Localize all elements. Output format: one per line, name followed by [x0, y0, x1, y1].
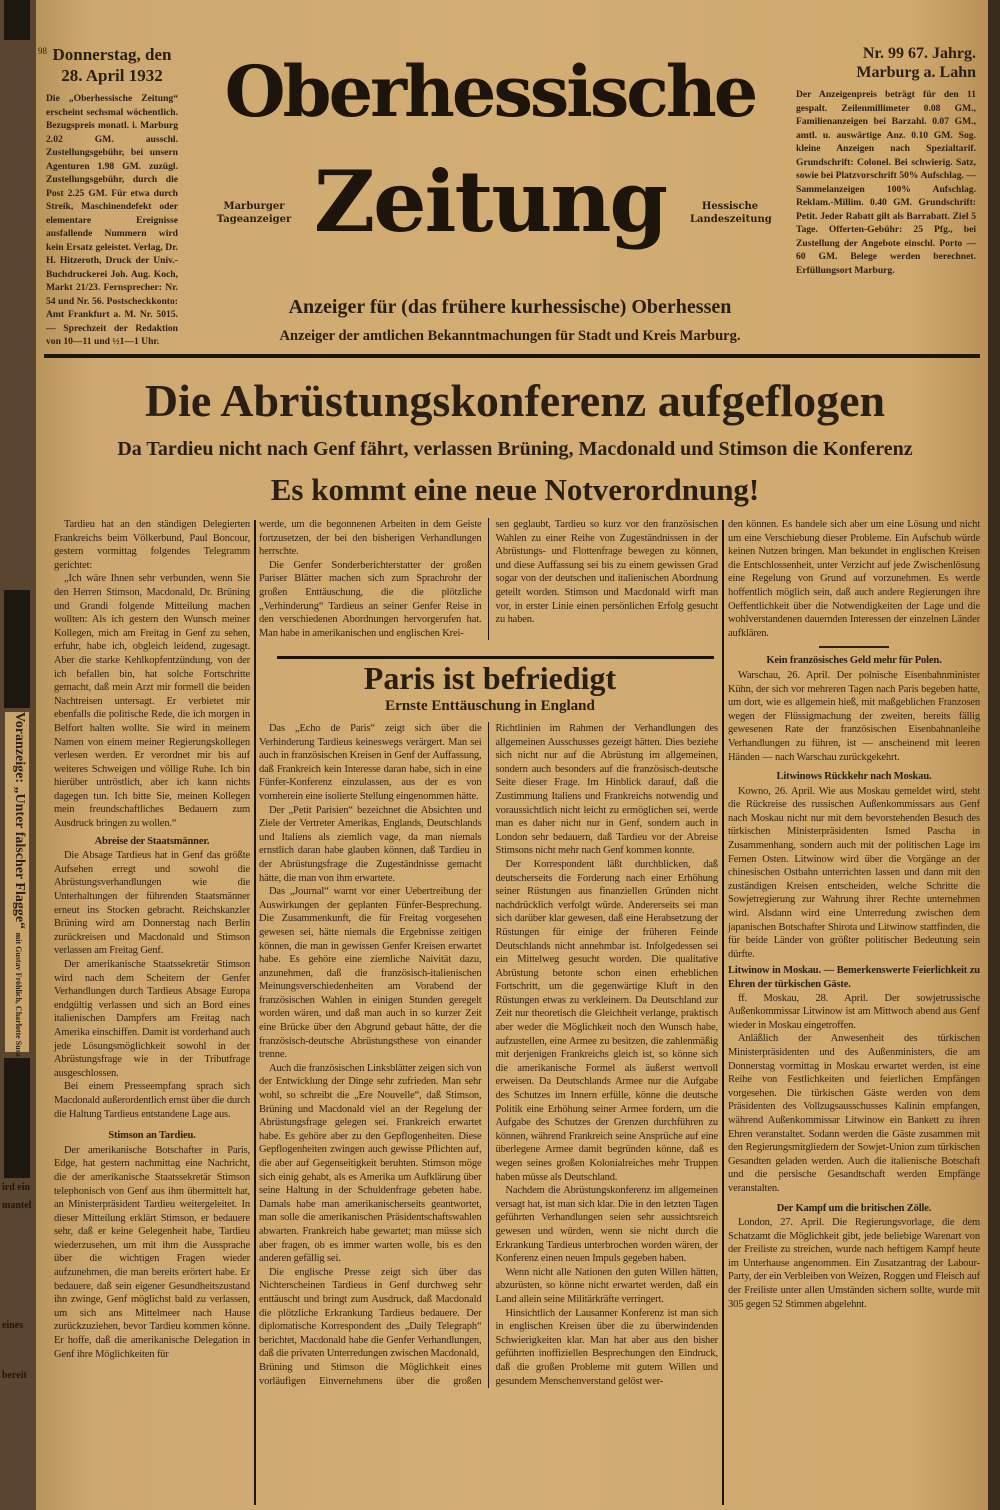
column-rule — [254, 520, 256, 1505]
sub-headline: Da Tardieu nicht nach Genf fährt, verlassen Brüning, Macdonald und Stimson die Konferenz — [117, 438, 913, 460]
page-number: 98 — [38, 46, 47, 56]
paragraph: Der amerikanische Staatssekretär Stimson wird nach dem Scheitern der Genfer Verhandlungen durch Tardieus Absage Europa endgültig verlassen und sich an Bord eines italienischen Dampfers am Freitag nach Amerika einschiffen. Damit ist vorderhand auch jede Lösungsmöglichkeit sowohl in der Abrüstungsfrage wie in der Tributfrage ausgeschlossen. — [54, 959, 250, 1079]
article-rule — [277, 656, 714, 659]
column-4 — [728, 518, 980, 1311]
paragraph: Nachdem die Abrüstungskonferenz im allgemeinen versagt hat, ist man sich klar. Die in den letzten Tagen geführten Verhandlungen seien sehr aussichtsreich gewesen und würden, wenn sie nicht durch die Erkrankung Tardieus unterbrochen worden wären, der Konferenz einen neuen Impuls gegeben haben. — [495, 1185, 718, 1265]
paragraph: Die Genfer Sonderberichterstatter der großen Pariser Blätter machen sich zum Sprachrohr der großen Enttäuschung, die die plötzliche „Verhinderung“ Tardieus an seiner Genfer Reise in den verschiedenen Abordnungen hervorgerufen hat. Man habe in amerikanischen und englischen Krei- — [259, 559, 482, 639]
right-info-box — [796, 44, 976, 277]
masthead-subtitle-2: Anzeiger der amtlichen Bekanntmachungen für Stadt und Kreis Marburg. — [279, 328, 741, 344]
paragraph: „Ich wäre Ihnen sehr verbunden, wenn Sie den Herren Stimson, Macdonald, Dr. Brüning und Grandi folgende Mitteilung machen wollten: Als ich gestern den Wunsch meiner Kollegen, mich am Freitag in Genf zu sehen, erfuhr, habe ich, obgleich leidend, zugesagt. Aber die starke Kehlkopfentzündung, von der ich befallen bin, hat solche Fortschritte gemacht, daß mein Arzt mir formell die beiden Nachtreisen untersagt. Er verbietet mir ebenfalls die politische Rede, die ich morgen in Belfort halten wollte. Sie wird in meinem Namen von einem meiner Regierungskollegen verlesen werden. Er verordnet mir bis auf weiteres Schweigen und völlige Ruhe. Ich bin hierüber untröstlich, aber ich kann nichts dagegen tun. Ich bitte Sie, meinen Kollegen mein freundschaftliches Bedauern zum Ausdruck bringen zu wollen.“ — [54, 573, 250, 830]
main-headline: Die Abrüstungskonferenz aufgeflogen — [144, 375, 886, 426]
paragraph: London, 27. April. Die Regierungsvorlage, die dem Schatzamt die Möglichkeit gibt, jede beliebige Warenart von der Freiliste zu streichen, wurde nach heftigem Kampf heute im Unterhause angenommen. Ein Zusatzantrag der Labour-Party, der ein Verbleiben von Weizen, Roggen und Fleisch auf der Freiliste unter allen Umständen sichern sollte, wurde mit 305 gegen 52 Stimmen abgelehnt. — [728, 1217, 980, 1310]
column-1 — [54, 518, 250, 1361]
subscription-info: Die „Oberhessische Zeitung“ erscheint sechsmal wöchentlich. Bezugspreis monatl. i. Marburg 2.02 GM. ausschl. Zustellungsgebühr, bei unsern Agenturen 1.98 GM. zuzügl. Zustellungsgebühr, durch die Post 2.25 GM. Für etwa durch Streik, Maschinendefekt oder elementare Ereignisse ausfallende Nummern wird kein Ersatz geleistet. Verlag, Dr. H. Hitzeroth, Druck der Univ.-Buchdruckerei Joh. Aug. Koch, Markt 21/23. Fernsprecher: Nr. 54 und Nr. 56. Postscheckkonto: Amt Frankfurt a. M. Nr. 5015. — Sprechzeit der Redaktion von 10—11 und ½1—1 Uhr. — [46, 93, 178, 347]
paragraph: Warschau, 26. April. Der polnische Eisenbahnminister Kühn, der sich vor mehreren Tagen nach Paris begeben hatte, um dort, wie es allgemein hieß, mit maßgeblichen Franzosen wegen der Flüssigmachung der zweiten, bereits fällig gewesenen Rate der französischen Eisenbahnanleihe Verhandlungen zu führen, ist — anscheinend mit leeren Händen — nach Warschau zurückgekehrt. — [728, 669, 980, 763]
paragraph: Das „Echo de Paris“ zeigt sich über die Verhinderung Tardieus keineswegs verärgert. Man sei auch in französischen Kreisen in Genf der Auffassung, daß Frankreich kein Interesse daran habe, sich in eine Fünfer-Konferenz einzulassen, aus der es von vornherein eine isolierte Stellung eingenommen hätte. — [259, 723, 482, 802]
columns-2-3-top — [259, 518, 718, 640]
edge-fragment: ird ein — [2, 1182, 31, 1193]
edge-fragment: eines — [2, 1320, 24, 1331]
right-tagline: Hessische Landeszeitung — [690, 201, 772, 225]
paragraph: den können. Es handele sich aber um eine Lösung und nicht um eine Verschiebung dieser Probleme. Ein Aufschub würde keinen Nutzen bringen. Man bekundet in englischen Kreisen die Entschlossenheit, unter Verzicht auf jede Zwischenlösung eine Regelung von Grund auf vorzunehmen. Es werde hoffentlich möglich sein, daß auch andere Regierungen ihre Oeffentlichkeit über die Notwendigkeiten der Lage und die wohlverstandenen dauernden Interessen der einzelnen Länder aufklären. — [728, 519, 980, 639]
paragraph: Die Absage Tardieus hat in Genf das größte Aufsehen erregt und sowohl die Abrüstungsverhandlungen wie die Unterhaltungen der führenden Staatsmänner erneut ins Stocken gebracht. Reichskanzler Brüning wird am Donnerstag nach Berlin zurückreisen und Macdonald und Stimson verlassen am Freitag Genf. — [54, 850, 250, 957]
left-info-box — [46, 44, 178, 349]
article-subheadline: Ernste Enttäuschung in England — [385, 698, 595, 714]
paragraph: Das „Journal“ warnt vor einer Uebertreibung der Auswirkungen der geplanten Fünfer-Besprechung. Die Zusammenkunft, die für Freitag vorgesehen gewesen sei, hätte niemals die Ergebnisse zeitigen können, die man in gewissen Genfer Kreisen erwartet habe. Es gehöre eine ziemliche Naivität dazu, anzunehmen, daß die französisch-italienischen Meinungsverschiedenheiten am Vorabend der französischen Wahlen in einigen Stunden geregelt worden wären, und daß man auch in so kurzer Zeit eine Brücke über den Abgrund gebaut hätte, der die französisch-deutsche Abrüstungsthese von einander trenne. — [259, 886, 482, 1061]
paragraph: Der Korrespondent läßt durchblicken, daß deutscherseits die Forderung nach einer Erhöhung seiner Rüstungen aus finanziellen Gründen nicht nachdrücklich verfolgt würde. Andererseits sei man sich darüber klar gewesen, daß eine Herabsetzung der Rüstungen für einige der früheren Feinde Deutschlands nicht annehmbar ist. Infolgedessen sei ein Mittelweg gesucht worden. Die qualitative Abrüstung betonte schon einen erheblichen Fortschritt, um die gegenwärtige Kluft in den Rüstungen etwas zu verkleinern. Da Deutschland zur Zeit nur theoretisch die Gleichheit verlange, praktisch aber weder die Möglichkeit noch den Wunsch habe, aufzustellen, eine Armee zu besitzen, die zahlenmäßig mit derjenigen Frankreichs gleich ist, so könne sich die amerikanische Formel als äußerst wertvoll erweisen. Da Deutschlands Armee nur die Aufgabe des Schutzes im Innern erfülle, könne die deutsche Politik eine Erhöhung seiner Armee fordern, um die Aufgabe des Schutzes der Grenzen durchführen zu können, während Frankreich seine Ansprüche auf eine überlegene Armee damit begründen könne, daß es wegen seines großen Kolonialreiches mehr Truppen haben müsse als Deutschland. — [495, 858, 718, 1183]
paragraph: Brüning und Stimson die Möglichkeit eines vorläufigen Einvernehmens über die großen Richtlinien im Rahmen der Verhandlungen des allgemeinen Ausschusses gezeigt hätten. Dies beziehe sich nicht nur auf die Abrüstung im allgemeinen, sondern auch besonders auf die französisch-deutsche Seite dieser Frage. Im Hinblick darauf, daß die Zustimmung Italiens und Frankreichs notwendig und voraussichtlich nicht leicht zu ermöglichen sei, werde man es daher nicht nur in Genf, sondern auch in London sehr bedauern, daß Tardieu vor der Abreise Stimsons nicht mehr nach Genf kommen konnte. — [259, 723, 718, 1387]
paragraph: Bei einem Presseempfang sprach sich Macdonald außerordentlich ernst über die durch die Haltung Tardieus entstandene Lage aus. — [54, 1081, 250, 1120]
paragraph: Anläßlich der Anwesenheit des türkischen Ministerpräsidenten und des Außenministers, die am Donnerstag vormittag in Moskau erwartet werden, ist eine Reihe von Festlichkeiten und feierlichen Empfängen vorgesehen. Die türkischen Gäste werden von dem Präsidenten des Vollzugsausschusses Kalinin empfangen, während Außenkommissar Litwinow ein Bankett zu ihren Ehren veranstaltet. Sodann werden die Gäste zusammen mit den Regierungsmitgliedern der Sowjet-Union zum türkischen Gesandten geladen werden. Auch die italienische Botschaft und die persische Gesandtschaft werden Empfänge veranstalten. — [728, 1033, 980, 1194]
issue-date: Donnerstag, den 28. April 1932 — [52, 45, 172, 85]
column-rule — [722, 520, 724, 1505]
paragraph: Der amerikanische Botschafter in Paris, Edge, hat gestern nachmittag eine Nachricht, die der amerikanische Staatssekretär Stimson telephonisch von Genf aus ihm übermittelt hat, an Ministerpräsident Tardieu weitergeleitet. In dieser Mitteilung erklärt Stimson, er bedauere sehr, daß er keine Gelegenheit habe, Tardieu wiederzusehen, um mit ihm die Aussprache über die wichtigen Fragen wieder aufzunehmen, die man bereits erörtert habe. Er bedauere, daß sein eigener Gesundheitszustand ihn zwinge, Genf möglichst bald zu verlassen, um sich ans Mittelmeer nach Hause zurückzuziehen, bevor Tardieu kommen könne. Er hoffe, daß die amerikanische Delegation in Genf ihre Möglichkeiten für — [54, 1144, 250, 1360]
masthead-rule — [44, 354, 980, 358]
subheading: Kein französisches Geld mehr für Polen. — [766, 655, 942, 667]
paragraph: Tardieu hat an den ständigen Delegierten Frankreichs beim Völkerbund, Paul Boncour, gestern vormittag folgendes Telegramm gerichtet: — [54, 519, 250, 571]
subheading: Litwinow in Moskau. — Bemerkenswerte Feierlichkeit zu Ehren der türkischen Gäste. — [728, 965, 980, 990]
third-headline: Es kommt eine neue Notverordnung! — [270, 472, 760, 507]
place: Marburg a. Lahn — [856, 64, 976, 81]
masthead-title: Oberhessische — [224, 50, 756, 133]
paragraph: Die englische Presse zeigt sich über das Nichterscheinen Tardieus in Genf durchweg sehr enttäuscht und bringt zum Ausdruck, daß Macdonald die plötzliche Erkrankung Tardieus bedauere. Der diplomatische Korrespondent des „Daily Telegraph“ berichtet, Macdonald habe die Genfer Verhandlungen, daß die privaten Unterredungen zwischen Macdonald, — [259, 1266, 482, 1360]
ad-cast: mit Gustav Fröhlich, Charlotte Susa — [14, 932, 23, 1057]
advertising-rates: Der Anzeigenpreis beträgt für den 11 gespalt. Zeilenmillimeter 0.08 GM., Familienanzeigen bei Barzahl. 0.07 GM., amtl. u. auswärtige Anz. 0.10 GM. Sog. kleine Anzeigen nach Spezialtarif. Grundschrift: Colonel. Bei schwierig. Satz, sowie bei Platzvorschrift 50% Aufschlag. — Sammelanzeigen 100% Aufschlag. Reklam.-Millim. 0.40 GM. Grundschrift: Petit. Jeder Rabatt gilt als Barrabatt. Ziel 5 Tage. Offerten-Gebühr: 25 Pfg., bei Zustellung der Angebote einschl. Porto — 60 GM. Belege werden berechnet. Erfüllungsort Marburg. — [796, 89, 976, 276]
paris-article-columns — [259, 722, 718, 1388]
subheading: Der Kampf um die britischen Zölle. — [776, 1202, 932, 1214]
vertical-advertisement — [5, 712, 29, 1057]
paragraph: Hinsichtlich der Lausanner Konferenz ist man sich in englischen Kreisen über die zu überwindenden Schwierigkeiten klar. Man hat aber aus den bisher geführten inoffiziellen Besprechungen den Eindruck, daß die großen Probleme mit gutem Willen und gesundem Menschenverstand gelöst wer- — [495, 1307, 718, 1387]
masthead-subtitle: Anzeiger für (das frühere kurhessische) Oberhessen — [288, 296, 732, 318]
subheading: Stimson an Tardieu. — [108, 1130, 196, 1142]
adjacent-page-edge — [0, 0, 36, 1510]
left-tagline: Marburger Tageanzeiger — [216, 201, 292, 225]
article-headline: Paris ist befriedigt — [363, 660, 617, 696]
paragraph: ff. Moskau, 28. April. Der sowjetrussische Außenkommissar Litwinow ist am Mittwoch abend aus Genf wieder in Moskau eingetroffen. — [728, 992, 980, 1031]
paragraph: werde, um die begonnenen Arbeiten in dem Geiste fortzusetzen, der bei den bisherigen Verhandlungen herrschte. — [259, 519, 482, 558]
edge-fragment: bereit — [2, 1370, 27, 1381]
paragraph: Der „Petit Parisien“ bezeichnet die Absichten und Ziele der Vertreter Amerikas, Englands, Deutschlands und Italiens als ziemlich vage, da man niemals ernstlich daran habe glauben können, daß Tardieu in der Abrüstungsfrage die Zugeständnisse gemacht hätte, die man von ihm erwartete. — [259, 804, 482, 884]
masthead-title-2: Zeitung — [313, 152, 667, 251]
paragraph: sen geglaubt, Tardieu so kurz vor den französischen Wahlen zu einer Reihe von Zugeständnissen in der Abrüstungs- und Flottenfrage bewegen zu können, und diese Auffassung sei bis zu einem gewissen Grad sogar von der deutschen und italienischen Abordnung geteilt worden. Stimson und Macdonald wirft man vor, in erster Linie einen persönlichen Erfolg gesucht zu haben. — [495, 519, 718, 626]
page-edge — [988, 0, 1000, 1510]
separator — [819, 646, 889, 648]
ad-title: Voranzeige: „Unter falscher Flagge“ — [12, 712, 27, 930]
edge-fragment: mantel — [2, 1200, 32, 1211]
paragraph: Kowno, 26. April. Wie aus Moskau gemeldet wird, steht die Rückreise des russischen Außenkommissars aus Genf nach Moskau nicht nur mit dem bevorstehenden Besuch des türkischen Ministerpräsidenten Ismed Pascha in Zusammenhang, sondern auch mit der politischen Lage im Fernen Osten. Litwinow wird über die Vorgänge an der chinesischen Ostbahn unterrichten lassen und dann mit den zuständigen Kreisen entscheiden, welche Schritte die Sowjetregierung zur Wahrung ihrer Rechte unternehmen wird. Alsdann wird eine Unterredung zwischen dem japanischen Botschafter Shirota und Litwinow stattfinden, die für beide Länder von größter politischer Bedeutung sein dürfte. — [728, 785, 980, 960]
paragraph: Wenn nicht alle Nationen den guten Willen hätten, abzurüsten, so könne nicht erwartet werden, daß ein Land allein seine Militärkräfte verringert. — [495, 1266, 718, 1305]
subheading: Litwinows Rückkehr nach Moskau. — [776, 771, 932, 783]
subheading: Abreise der Staatsmänner. — [94, 835, 210, 847]
paragraph: Auch die französischen Linksblätter zeigen sich von der Entwicklung der Dinge sehr zufrieden. Man sehr wohl, so schreibt die „Ere Nouvelle“, daß Stimson, Brüning und Macdonald viel an der Regelung der Abrüstungsfrage gelegen sei. Frankreich erwartet habe. Es gehöre aber zu den Gepflogenheiten. Diese Gepflogenheiten zwingen auch gewisse Pflichten auf, die aber auf Gegenseitigkeit beruhten. Stimson möge sich einig gehabt, als es Amerika um Aufklärung über seine Haltung in der Schuldenfrage gebeten habe. Damals habe man amerikanischerseits geantwortet, man solle die amerikanischen Präsidentschaftswahlen abwarten. Frankreich habe gewartet; man müsse sich aber fragen, ob es immer warten wolle, bis es den anderen gefällig sei. — [259, 1062, 482, 1265]
issue-number: Nr. 99 67. Jahrg. — [862, 45, 976, 62]
